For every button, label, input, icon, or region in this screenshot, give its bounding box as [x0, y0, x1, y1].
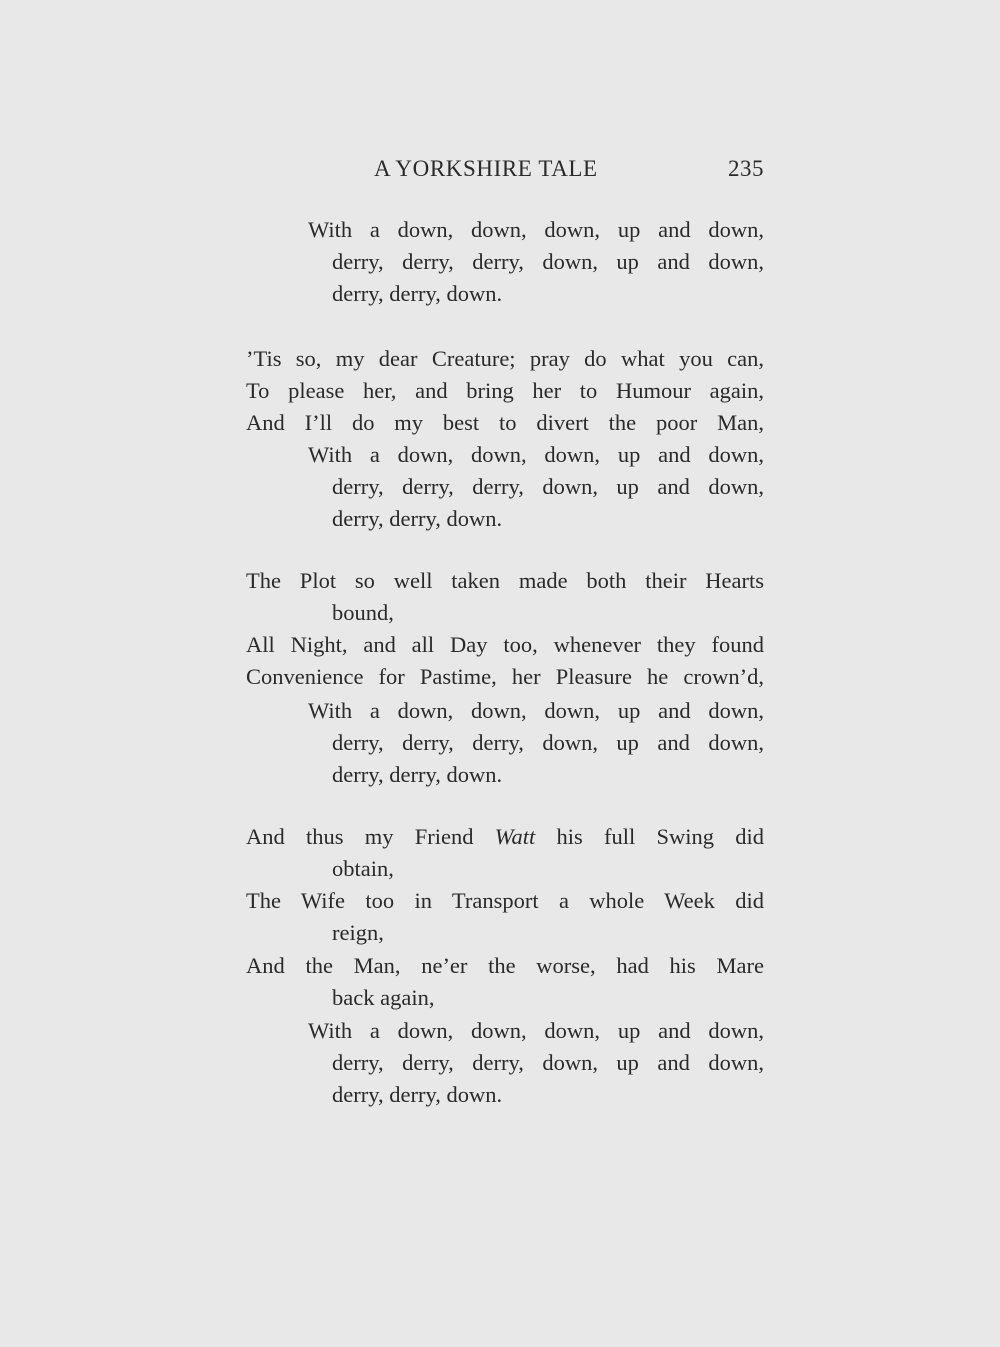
verse-line: derry, derry, down. — [332, 762, 503, 787]
verse-line: ’Tis so, my dear Creature; pray do what you can, — [246, 346, 764, 371]
running-head — [246, 156, 764, 188]
verse-text: And thus my Friend — [246, 824, 495, 849]
verse-line: derry, derry, derry, down, up and down, — [332, 1050, 764, 1075]
verse-line: derry, derry, derry, down, up and down, — [332, 474, 764, 499]
verse-line: derry, derry, down. — [332, 281, 503, 306]
verse-line: With a down, down, down, up and down, — [308, 1018, 764, 1043]
verse-text: his full Swing did — [535, 824, 764, 849]
verse-line: With a down, down, down, up and down, — [308, 442, 764, 467]
verse-line: All Night, and all Day too, whenever they found — [246, 632, 764, 657]
verse-line: The Plot so well taken made both their Hearts — [246, 568, 764, 593]
verse-line: back again, — [332, 985, 435, 1010]
verse-line: derry, derry, down. — [332, 1082, 503, 1107]
verse-line: To please her, and bring her to Humour again, — [246, 378, 764, 403]
verse-line: obtain, — [332, 856, 394, 881]
verse-line: Convenience for Pastime, her Pleasure he crown’d, — [246, 664, 764, 689]
verse-line: reign, — [332, 920, 384, 945]
verse-line: The Wife too in Transport a whole Week did — [246, 888, 764, 913]
verse-line: And I’ll do my best to divert the poor Man, — [246, 410, 764, 435]
verse-line: derry, derry, derry, down, up and down, — [332, 730, 764, 755]
verse-line: With a down, down, down, up and down, — [308, 217, 764, 242]
page-number: 235 — [728, 156, 764, 181]
verse-line: derry, derry, derry, down, up and down, — [332, 249, 764, 274]
running-title: A YORKSHIRE TALE — [374, 156, 598, 181]
verse-line: With a down, down, down, up and down, — [308, 698, 764, 723]
verse-line: derry, derry, down. — [332, 506, 503, 531]
verse-line: And the Man, ne’er the worse, had his Mare — [246, 953, 764, 978]
verse-line — [246, 821, 764, 853]
verse-line: bound, — [332, 600, 394, 625]
italic-name: Watt — [494, 824, 536, 849]
